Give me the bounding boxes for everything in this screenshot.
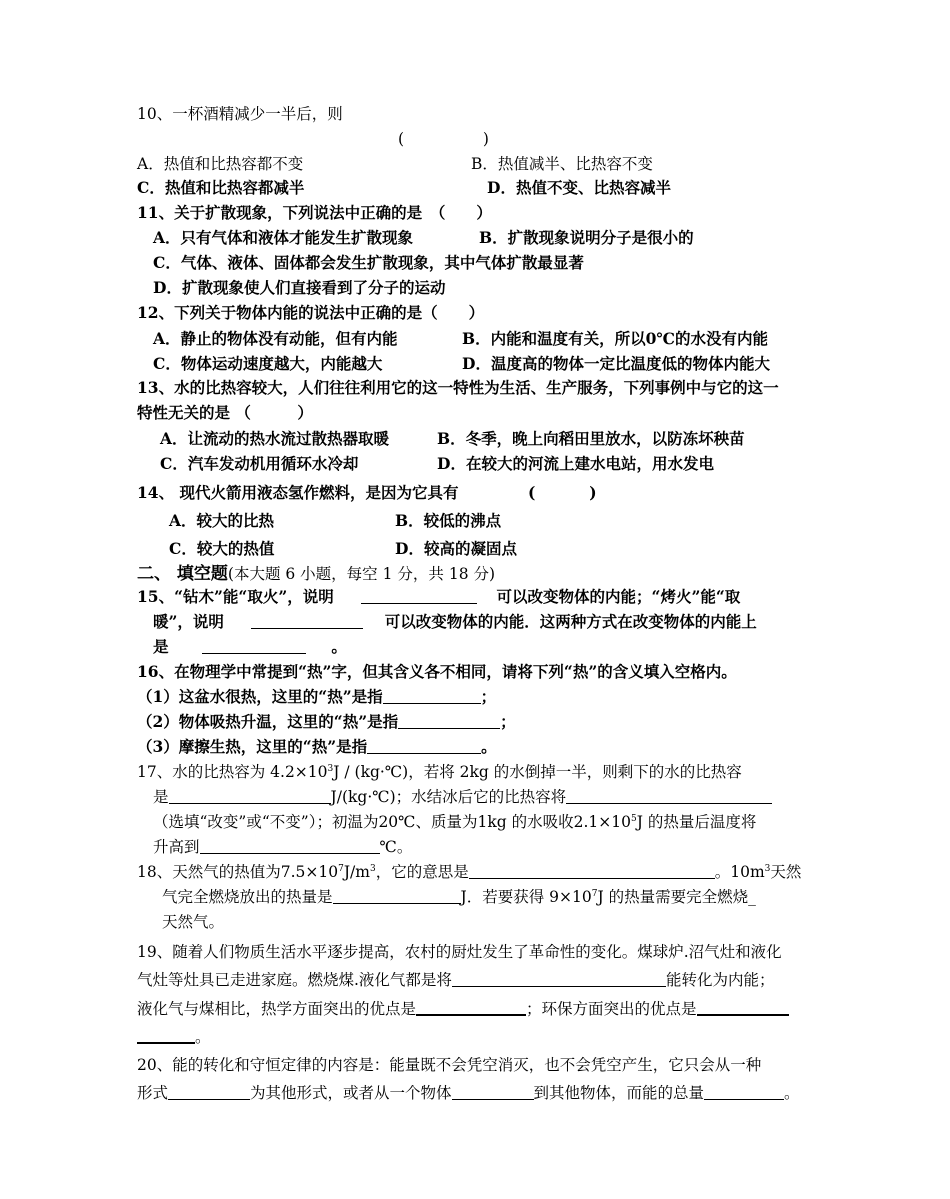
q17-line1: [137, 762, 742, 782]
q17-text-2a: 是: [153, 788, 169, 806]
q17-text-1a: 17、水的比热容为 4.2×10: [137, 763, 328, 781]
q11-option-a: A．只有气体和液体才能发生扩散现象: [153, 228, 414, 247]
q15-blank-3[interactable]: [202, 637, 306, 654]
q17-line4: [153, 837, 412, 857]
q20-blank-2[interactable]: [452, 1083, 534, 1100]
q10-option-c: C．热值和比热容都减半: [137, 178, 305, 197]
q16-item-2: [137, 712, 516, 732]
q10-option-d: D．热值不变、比热容减半: [487, 178, 671, 197]
q15-text-5: 是: [153, 637, 169, 656]
q16-item-3-text: （3）摩擦生热，这里的“热”是指: [137, 737, 368, 756]
q15-text-6: 。: [331, 637, 347, 656]
q20-blank-3[interactable]: [704, 1083, 784, 1100]
q18-text-2c: J 的热量需要完全燃烧_: [597, 888, 756, 906]
q18-text-2a: 气完全燃烧放出的热量是: [162, 888, 333, 906]
q11-option-b: B．扩散现象说明分子是很小的: [479, 228, 694, 247]
q19-text-4: 。: [195, 1028, 211, 1046]
q16-item-1-text: （1）这盆水很热，这里的“热”是指: [137, 687, 383, 706]
q14-answer-paren: ( ): [528, 483, 597, 502]
q17-text-3b: J 的热量后温度将: [636, 813, 757, 831]
q18-line3: 天然气。: [162, 913, 225, 931]
section-2-title: 二、 填空题: [137, 564, 228, 584]
q15-text-3: 暖”，说明: [153, 612, 224, 631]
q17-line3: [153, 812, 756, 832]
q16-stem: 16、在物理学中常提到“热”字，但其含义各不相同，请将下列“热”的含义填入空格内。: [137, 662, 737, 681]
q18-blank-2[interactable]: [333, 887, 461, 904]
q18-sup-2: 3: [369, 864, 376, 874]
q19-text-2a: 气灶等灶具已走进家庭。燃烧煤.液化气都是将: [137, 971, 452, 989]
q13-option-c: C．汽车发动机用循环水冷却: [160, 454, 359, 473]
q10-option-b: B．热值减半、比热容不变: [471, 155, 653, 173]
q18-text-1b: J/m: [343, 863, 370, 881]
q20-line2: [137, 1083, 800, 1103]
q15-line3: [153, 637, 347, 657]
q15-blank-2[interactable]: [251, 612, 363, 629]
q18-text-1a: 18、天然气的热值为7.5×10: [137, 863, 339, 881]
q13-option-a: A．让流动的热水流过散热器取暖: [160, 429, 390, 448]
q18-text-2b: J．若要获得 9×10: [460, 888, 592, 906]
q19-line2: [137, 970, 774, 990]
q18-text-1e: 天然: [770, 863, 802, 881]
q18-blank-1[interactable]: [469, 862, 715, 879]
section-2-note: (本大题 6 小题，每空 1 分，共 18 分): [227, 565, 496, 583]
q19-blank-1[interactable]: [452, 970, 666, 987]
q16-item-1: [137, 687, 496, 707]
q15-text-1: 15、“钻木”能“取火”，说明: [137, 587, 334, 606]
q19-text-2b: 能转化为内能；: [665, 971, 775, 989]
q18-text-1c: ，它的意思是: [375, 863, 469, 881]
q13-option-d: D．在较大的河流上建水电站，用水发电: [437, 454, 714, 473]
q12-option-d: D．温度高的物体一定比温度低的物体内能大: [462, 354, 770, 373]
q17-line2: [153, 787, 772, 807]
q11-stem: 11、关于扩散现象，下列说法中正确的是 （ ）: [137, 203, 492, 222]
q13-option-b: B．冬季，晚上向稻田里放水，以防冻坏秧苗: [437, 429, 745, 448]
q19-text-3a: 液化气与煤相比，热学方面突出的优点是: [137, 1000, 417, 1018]
q14-option-c: C．较大的热值: [169, 539, 275, 558]
q16-item-3-end: 。: [481, 737, 497, 756]
q16-item-2-text: （2）物体吸热升温，这里的“热”是指: [137, 712, 399, 731]
q15-text-4: 可以改变物体的内能．这两种方式在改变物体的内能上: [384, 612, 757, 631]
q18-line1: [137, 862, 801, 882]
q17-text-4b: ℃。: [379, 838, 413, 856]
q18-sup-4: 7: [591, 889, 598, 899]
q18-text-1d: 。10m: [714, 863, 765, 881]
q19-blank-2[interactable]: [416, 998, 526, 1016]
q20-text-2b: 为其他形式，或者从一个物体: [250, 1084, 452, 1102]
q12-option-c: C．物体运动速度越大，内能越大: [153, 354, 383, 373]
q15-blank-1[interactable]: [361, 587, 477, 604]
q14-option-d: D．较高的凝固点: [395, 539, 517, 558]
q10-answer-paren: ( ): [398, 130, 489, 148]
q19-blank-3[interactable]: [697, 998, 789, 1016]
q19-text-3b: ；环保方面突出的优点是: [526, 1000, 697, 1018]
q14-option-a: A．较大的比热: [169, 511, 275, 530]
q13-stem-line2: 特性无关的是 （ ）: [137, 403, 313, 422]
q12-stem: 12、下列关于物体内能的说法中正确的是（ ）: [137, 303, 485, 322]
q15-line2: [153, 612, 757, 632]
q18-sup-1: 7: [338, 864, 344, 874]
q14-stem: 14、 现代火箭用液态氢作燃料，是因为它具有: [137, 483, 459, 502]
q12-option-a: A．静止的物体没有动能，但有内能: [153, 329, 398, 348]
section-2-header: [137, 564, 495, 584]
q16-item-2-end: ；: [500, 712, 516, 731]
q14-option-b: B．较低的沸点: [395, 511, 502, 530]
q17-sup-2: 5: [630, 814, 637, 824]
q16-blank-3[interactable]: [367, 737, 481, 754]
q13-stem-line1: 13、水的比热容较大，人们往往利用它的这一特性为生活、生产服务，下列事例中与它的这一: [137, 378, 779, 397]
q19-line1: 19、随着人们物质生活水平逐步提高，农村的厨灶发生了革命性的变化。煤球炉.沼气灶和液化: [137, 943, 782, 961]
q18-sup-3: 3: [764, 864, 771, 874]
q16-blank-1[interactable]: [383, 687, 481, 704]
q16-item-3: [137, 737, 497, 757]
q20-text-2d: 。: [784, 1084, 800, 1102]
q15-line1: [137, 587, 740, 607]
q17-text-1b: J / (kg·℃)，若将 2kg 的水倒掉一半，则剩下的水的比热容: [333, 763, 742, 781]
q17-sup-1: 3: [327, 764, 334, 774]
q19-blank-3-cont[interactable]: [137, 1026, 195, 1044]
q11-option-d: D．扩散现象使人们直接看到了分子的运动: [153, 278, 446, 297]
q11-option-c: C．气体、液体、固体都会发生扩散现象，其中气体扩散最显著: [153, 253, 584, 272]
q16-blank-2[interactable]: [398, 712, 500, 729]
q20-text-2a: 形式: [137, 1084, 169, 1102]
q17-text-3a: （选填“改变”或“不变”）；初温为20℃、质量为1kg 的水吸收2.1×10: [153, 813, 631, 831]
q17-text-2b: J/(kg·℃)；水结冰后它的比热容将: [330, 788, 567, 806]
q17-blank-3[interactable]: [200, 837, 380, 854]
q19-line3: [137, 998, 789, 1019]
q17-blank-2[interactable]: [566, 787, 772, 804]
q15-text-2: 可以改变物体的内能；“烤火”能“取: [496, 587, 741, 606]
q16-item-1-end: ；: [480, 687, 497, 706]
q10-stem: 10、一杯酒精减少一半后，则: [137, 105, 343, 123]
q19-line4: [137, 1026, 211, 1047]
q20-blank-1[interactable]: [168, 1083, 250, 1100]
q17-text-4a: 升高到: [153, 838, 200, 856]
q12-option-b: B．内能和温度有关，所以0℃的水没有内能: [462, 329, 768, 348]
q18-line2: [162, 887, 756, 907]
q10-option-a: A．热值和比热容都不变: [137, 155, 304, 173]
q17-blank-1[interactable]: [169, 787, 331, 804]
q20-text-2c: 到其他物体，而能的总量: [533, 1084, 705, 1102]
q20-line1: 20、能的转化和守恒定律的内容是：能量既不会凭空消灭，也不会凭空产生，它只会从一种: [137, 1056, 762, 1074]
